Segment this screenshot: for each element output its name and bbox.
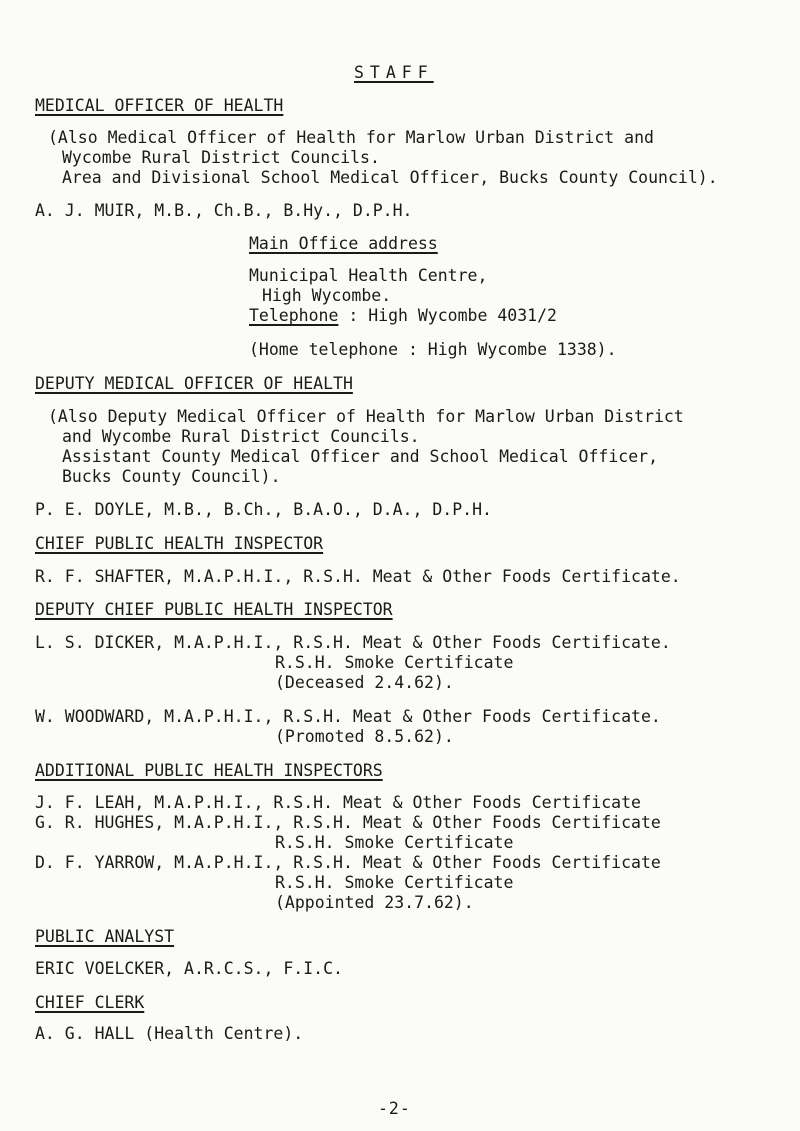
- moh-name: A. J. MUIR, M.B., Ch.B., B.Hy., D.P.H.: [35, 201, 413, 220]
- page-title: STAFF: [354, 63, 434, 82]
- moh-note-line: (Also Medical Officer of Health for Marlow Urban District and: [48, 128, 654, 147]
- main-office-heading: Main Office address: [249, 234, 438, 253]
- analyst-name: ERIC VOELCKER, A.R.C.S., F.I.C.: [35, 959, 343, 978]
- dmoh-note-line: (Also Deputy Medical Officer of Health for Marlow Urban District: [48, 407, 684, 426]
- dmoh-heading: DEPUTY MEDICAL OFFICER OF HEALTH: [35, 374, 353, 393]
- analyst-heading: PUBLIC ANALYST: [35, 927, 175, 946]
- aphi-entry-detail: R.S.H. Smoke Certificate: [275, 873, 514, 892]
- address-line: Municipal Health Centre,: [249, 266, 488, 285]
- cphi-entry: R. F. SHAFTER, M.A.P.H.I., R.S.H. Meat & Other Foods Certificate.: [35, 567, 681, 586]
- dmoh-name: P. E. DOYLE, M.B., B.Ch., B.A.O., D.A., D.P.H.: [35, 500, 492, 519]
- dcphi-entry: L. S. DICKER, M.A.P.H.I., R.S.H. Meat & Other Foods Certificate.: [35, 633, 671, 652]
- cphi-heading: CHIEF PUBLIC HEALTH INSPECTOR: [35, 534, 324, 553]
- dcphi-entry: W. WOODWARD, M.A.P.H.I., R.S.H. Meat & Other Foods Certificate.: [35, 707, 661, 726]
- dcphi-entry-detail: (Promoted 8.5.62).: [275, 727, 454, 746]
- aphi-entry: D. F. YARROW, M.A.P.H.I., R.S.H. Meat & Other Foods Certificate: [35, 853, 661, 872]
- address-line: High Wycombe.: [262, 286, 392, 305]
- clerk-name: A. G. HALL (Health Centre).: [35, 1024, 304, 1043]
- moh-heading: MEDICAL OFFICER OF HEALTH: [35, 96, 284, 115]
- dcphi-entry-detail: (Deceased 2.4.62).: [275, 673, 454, 692]
- moh-note-line: Area and Divisional School Medical Officer, Bucks County Council).: [62, 168, 718, 187]
- clerk-heading: CHIEF CLERK: [35, 993, 145, 1012]
- aphi-entry-detail: (Appointed 23.7.62).: [275, 893, 474, 912]
- telephone-value: : High Wycombe 4031/2: [338, 306, 557, 325]
- dmoh-note-line: Bucks County Council).: [62, 467, 281, 486]
- telephone-line: [249, 306, 557, 326]
- aphi-entry: G. R. HUGHES, M.A.P.H.I., R.S.H. Meat & Other Foods Certificate: [35, 813, 661, 832]
- dmoh-note-line: Assistant County Medical Officer and School Medical Officer,: [62, 447, 659, 466]
- moh-note-line: Wycombe Rural District Councils.: [62, 148, 380, 167]
- telephone-label: Telephone: [249, 306, 339, 325]
- aphi-entry: J. F. LEAH, M.A.P.H.I., R.S.H. Meat & Other Foods Certificate: [35, 793, 641, 812]
- dcphi-heading: DEPUTY CHIEF PUBLIC HEALTH INSPECTOR: [35, 600, 393, 619]
- dcphi-entry-detail: R.S.H. Smoke Certificate: [275, 653, 514, 672]
- aphi-heading: ADDITIONAL PUBLIC HEALTH INSPECTORS: [35, 761, 383, 780]
- dmoh-note-line: and Wycombe Rural District Councils.: [62, 427, 420, 446]
- home-telephone: (Home telephone : High Wycombe 1338).: [249, 340, 617, 359]
- aphi-entry-detail: R.S.H. Smoke Certificate: [275, 833, 514, 852]
- page-number: -2-: [378, 1099, 411, 1118]
